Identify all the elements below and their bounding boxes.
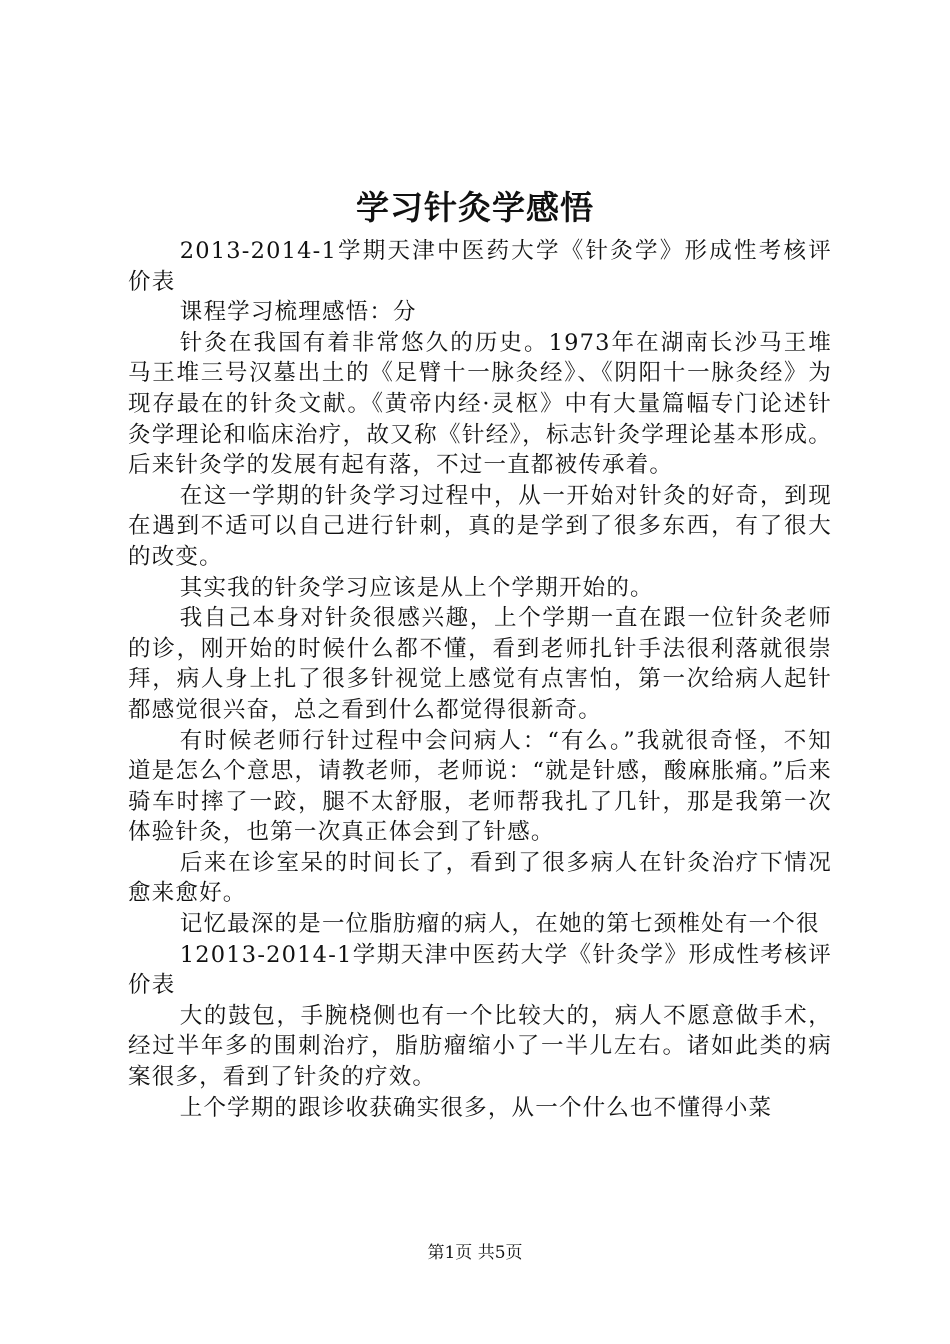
page-number-footer: 第1页 共5页 [427,1243,523,1263]
paragraph-patients-improving: 后来在诊室呆的时间长了，看到了很多病人在针灸治疗下情况愈来愈好。 [128,849,832,907]
document-body [128,236,832,1123]
paragraph-assessment-header: 2013-2014-1学期天津中医药大学《针灸学》形成性考核评价表 [128,238,832,295]
paragraph-follow-up: 上个学期的跟诊收获确实很多，从一个什么也不懂得小菜 [179,1094,773,1121]
paragraph-lipoma-case-start: 记忆最深的是一位脂肪瘤的病人，在她的第七颈椎处有一个很 [179,911,820,938]
paragraph-clinic-experience: 我自己本身对针灸很感兴趣，上个学期一直在跟一位针灸老师的诊，刚开始的时候什么都不懂，看到老师扎针手法很利落就很崇拜，病人身上扎了很多针视觉上感觉有点害怕，第一次给病人起针都感觉很兴奋，总之看到什么都觉得很新奇。 [128,605,832,723]
document-title: 学习针灸学感悟 [356,188,594,227]
paragraph-semester-learning: 在这一学期的针灸学习过程中，从一开始对针灸的好奇，到现在遇到不适可以自己进行针刺，真的是学到了很多东西，有了很大的改变。 [128,482,832,570]
paragraph-needle-sensation: 有时候老师行针过程中会问病人：“有么。”我就很奇怪，不知道是怎么个意思，请教老师，老师说：“就是针感，酸麻胀痛。”后来骑车时摔了一跤，腿不太舒服，老师帮我扎了几针，那是我第一次体验针灸，也第一次真正体会到了针感。 [128,727,832,846]
paragraph-learning-start: 其实我的针灸学习应该是从上个学期开始的。 [179,574,654,601]
paragraph-course-reflection-label: 课程学习梳理感悟：分 [179,299,417,326]
paragraph-lipoma-case-end: 大的鼓包，手腕桡侧也有一个比较大的，病人不愿意做手术，经过半年多的围刺治疗，脂肪瘤缩小了一半儿左右。诸如此类的病案很多，看到了针灸的疗效。 [128,1002,832,1091]
paragraph-assessment-header-repeat: 12013-2014-1学期天津中医药大学《针灸学》形成性考核评价表 [128,941,832,999]
paragraph-history: 针灸在我国有着非常悠久的历史。1973年在湖南长沙马王堆马王堆三号汉墓出土的《足臂十一脉灸经》、《阴阳十一脉灸经》为现存最在的针灸文献。《黄帝内经·灵枢》中有大量篇幅专门论述针灸学理论和临床治疗，故又称《针经》，标志针灸学理论基本形成。后来针灸学的发展有起有落，不过一直都被传承着。 [128,329,832,479]
